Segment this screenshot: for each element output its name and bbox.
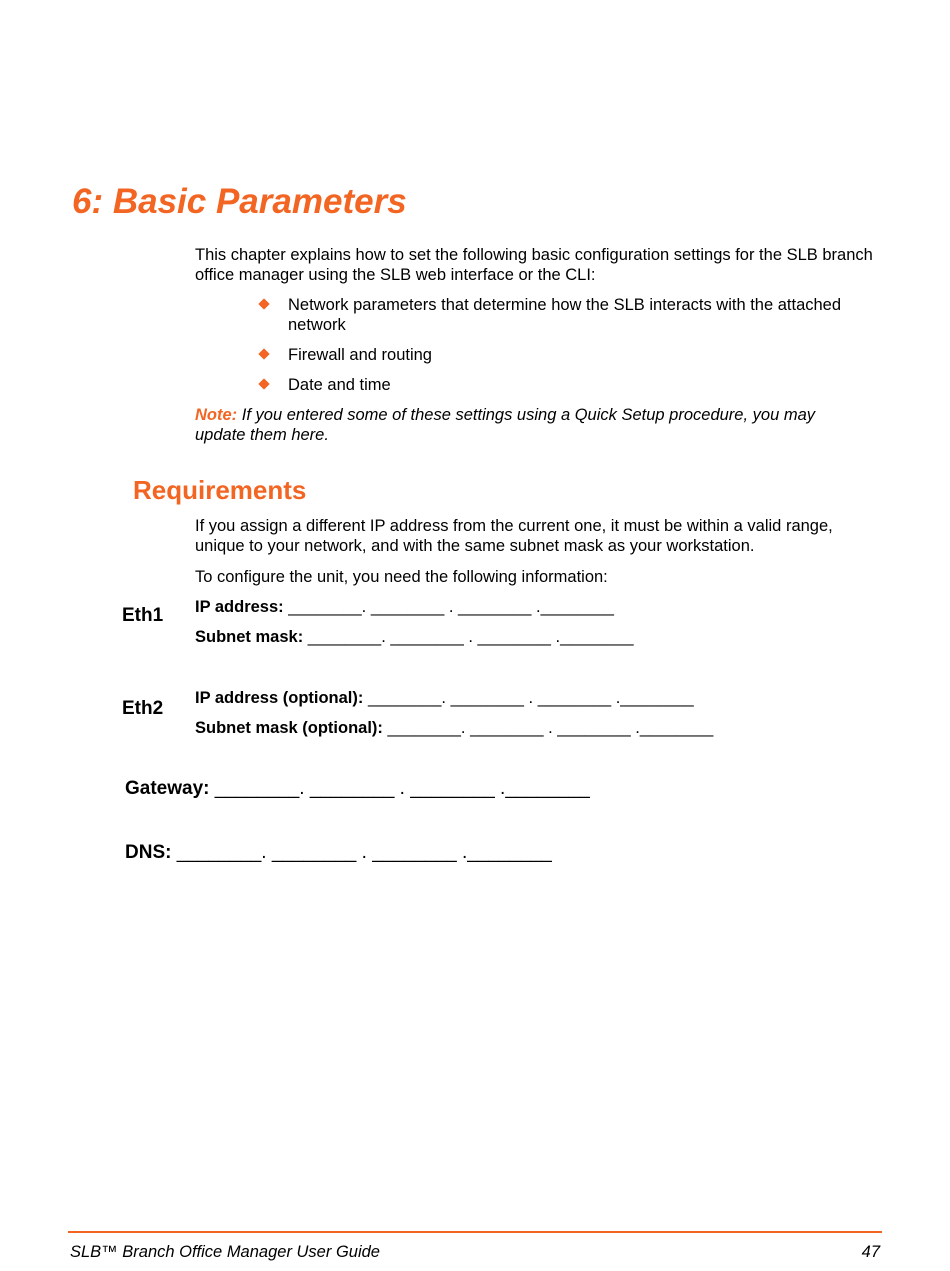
eth2-ip-field	[195, 688, 694, 708]
list-item	[258, 295, 878, 335]
dns-label: DNS:	[125, 842, 172, 863]
eth2-mask-label: Subnet mask (optional):	[195, 719, 383, 737]
footer-divider	[68, 1231, 882, 1233]
section-heading-requirements: Requirements	[133, 475, 307, 505]
eth2-mask-field	[195, 718, 713, 738]
eth2-ip-blank: ________. ________ . ________ .________	[367, 689, 694, 707]
eth1-mask-blank: ________. ________ . ________ .________	[307, 628, 634, 646]
requirements-paragraph: If you assign a different IP address from the current one, it must be within a valid range, unique to your network, and with the same subnet mask as your workstation.	[195, 517, 833, 555]
eth1-ip-blank: ________. ________ . ________ .________	[288, 598, 614, 616]
eth1-mask-field	[195, 627, 634, 647]
dns-field	[125, 842, 552, 864]
page-number: 47	[861, 1243, 880, 1261]
eth1-ip-label: IP address:	[195, 598, 284, 616]
eth2-mask-blank: ________. ________ . ________ .________	[387, 719, 714, 737]
intro-paragraph: This chapter explains how to set the following basic configuration settings for the SLB branch office manager using the SLB web interface or the CLI:	[195, 246, 873, 284]
gateway-field	[125, 778, 590, 800]
list-item	[258, 375, 878, 395]
bullet-text: Date and time	[288, 376, 391, 394]
note	[195, 405, 835, 445]
eth1-ip-field	[195, 597, 614, 617]
gateway-label: Gateway:	[125, 778, 210, 799]
note-text: If you entered some of these settings using a Quick Setup procedure, you may update them here.	[195, 406, 816, 444]
gateway-blank: ________. ________ . ________ .________	[214, 778, 590, 799]
eth1-mask-label: Subnet mask:	[195, 628, 304, 646]
eth2-ip-label: IP address (optional):	[195, 689, 364, 707]
dns-blank: ________. ________ . ________ .________	[176, 842, 552, 863]
intro-bullet-list	[258, 295, 878, 405]
chapter-title: 6: Basic Parameters	[72, 182, 407, 221]
eth1-label: Eth1	[122, 605, 164, 626]
diamond-bullet-icon	[258, 348, 269, 359]
list-item	[258, 345, 878, 365]
note-label: Note:	[195, 406, 238, 424]
diamond-bullet-icon	[258, 378, 269, 389]
requirements-instruction: To configure the unit, you need the following information:	[195, 568, 608, 586]
footer-title: SLB™ Branch Office Manager User Guide	[70, 1243, 380, 1261]
bullet-text: Network parameters that determine how the SLB interacts with the attached network	[288, 296, 842, 334]
eth2-label: Eth2	[122, 698, 164, 719]
bullet-text: Firewall and routing	[288, 346, 432, 364]
diamond-bullet-icon	[258, 298, 269, 309]
